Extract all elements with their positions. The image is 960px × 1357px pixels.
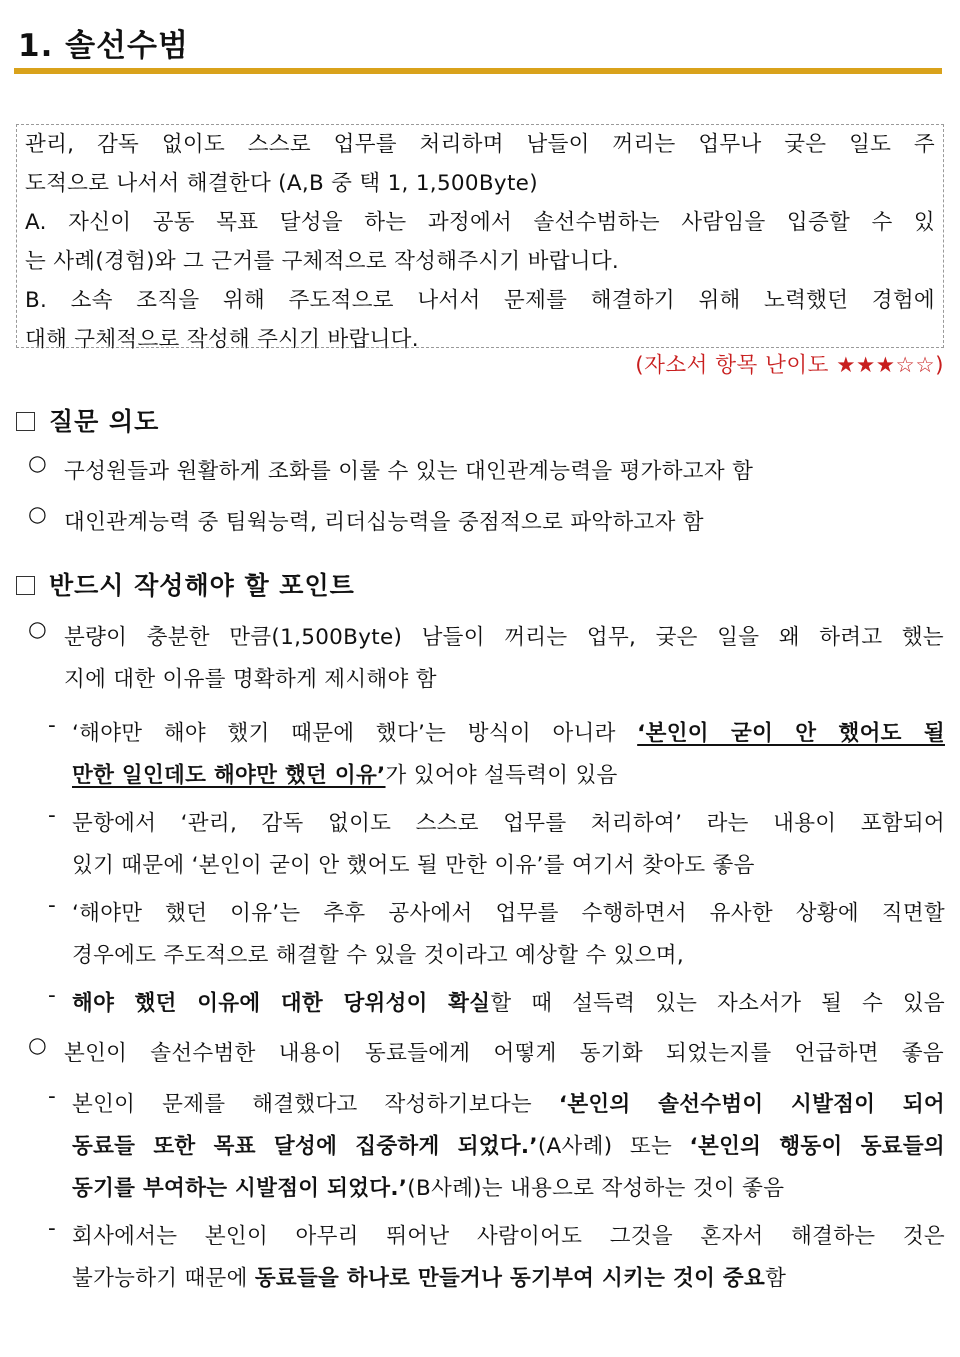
sub-item-line <box>72 1084 945 1126</box>
difficulty-rating: (자소서 항목 난이도 ★★★☆☆) <box>635 353 944 378</box>
question-line: B. 소속 조직을 위해 주도적으로 나서서 문제를 해결하기 위해 노력했던 경험에 <box>25 288 935 313</box>
list-item <box>28 617 944 701</box>
sub-item <box>48 983 945 1025</box>
section-heading-points <box>16 566 355 602</box>
sub-item <box>48 803 945 887</box>
question-line: A. 자신이 공동 목표 달성을 하는 과정에서 솔선수범하는 사람임을 입증할 수 있 <box>25 210 935 235</box>
circle-bullet-icon: ○ <box>28 617 48 642</box>
text-run: (A사례) 또는 <box>537 1134 690 1159</box>
sub-item-line <box>72 983 945 1025</box>
text-run: 함 <box>765 1266 787 1291</box>
emphasis-text: 동기를 부여하는 시발점이 되었다.’ <box>72 1176 408 1201</box>
emphasis-text: ‘본인의 행동이 동료들의 <box>689 1134 945 1159</box>
sub-item-line <box>72 1258 945 1300</box>
sub-item-line: 있기 때문에 ‘본인이 굳이 안 했어도 될 만한 이유’를 여기서 찾아도 좋음 <box>72 853 755 878</box>
sub-item-line <box>72 1126 945 1168</box>
item-text: 구성원들과 원활하게 조화를 이룰 수 있는 대인관계능력을 평가하고자 함 <box>64 459 754 484</box>
document-title: 1. 솔선수범 <box>18 28 189 64</box>
checkbox-square-icon <box>16 412 35 431</box>
dash-bullet-icon: - <box>48 1084 57 1109</box>
sub-item <box>48 1084 945 1210</box>
emphasis-text: 동료들을 하나로 만들거나 동기부여 시키는 것이 중요 <box>254 1266 766 1291</box>
question-box <box>16 124 944 352</box>
sub-item-line: ‘해야만 했던 이유’는 추후 공사에서 업무를 수행하면서 유사한 상황에 직면할 <box>72 901 945 926</box>
sub-item-line <box>72 1168 945 1210</box>
emphasis-text: 해야 했던 이유에 대한 당위성이 확실 <box>72 991 491 1016</box>
section-heading-text: 반드시 작성해야 할 포인트 <box>49 571 355 600</box>
dash-bullet-icon: - <box>48 803 57 828</box>
section-heading-intent <box>16 402 159 438</box>
text-run: 불가능하기 때문에 <box>72 1266 255 1291</box>
question-line: 대해 구체적으로 작성해 주시기 바랍니다. <box>25 327 419 352</box>
emphasis-text: 동료들 또한 목표 달성에 집중하게 되었다.’ <box>72 1134 538 1159</box>
dash-bullet-icon: - <box>48 893 57 918</box>
question-line: 도적으로 나서서 해결한다 (A,B 중 택 1, 1,500Byte) <box>25 171 538 196</box>
sub-item <box>48 713 945 797</box>
text-run: (B사례)는 내용으로 작성하는 것이 좋음 <box>407 1176 785 1201</box>
text-run: ‘해야만 해야 했기 때문에 했다’는 방식이 아니라 <box>72 721 638 746</box>
checkbox-square-icon <box>16 576 35 595</box>
sub-item-line <box>72 713 945 755</box>
emphasis-text: 만한 일인데도 해야만 했던 이유’ <box>72 763 386 788</box>
sub-item-line: 경우에도 주도적으로 해결할 수 있을 것이라고 예상할 수 있으며, <box>72 943 685 968</box>
question-line: 는 사례(경험)와 그 근거를 구체적으로 작성해주시기 바랍니다. <box>25 249 620 274</box>
sub-item-line: 회사에서는 본인이 아무리 뛰어난 사람이어도 그것을 혼자서 해결하는 것은 <box>72 1224 945 1249</box>
sub-item <box>48 1216 945 1300</box>
question-line: 관리, 감독 없이도 스스로 업무를 처리하며 남들이 꺼리는 업무나 궂은 일도 주 <box>25 132 935 157</box>
title-underline <box>14 68 942 74</box>
text-run: 할 때 설득력 있는 자소서가 될 수 있음 <box>490 991 945 1016</box>
text-run: 가 있어야 설득력이 있음 <box>385 763 618 788</box>
list-item <box>28 451 944 493</box>
sub-item-line: 문항에서 ‘관리, 감독 없이도 스스로 업무를 처리하여’ 라는 내용이 포함되어 <box>72 811 945 836</box>
circle-bullet-icon: ○ <box>28 1033 48 1058</box>
item-text: 지에 대한 이유를 명확하게 제시해야 함 <box>64 667 437 692</box>
sub-item <box>48 893 945 977</box>
item-text: 대인관계능력 중 팀웍능력, 리더십능력을 중점적으로 파악하고자 함 <box>64 510 704 535</box>
dash-bullet-icon: - <box>48 713 57 738</box>
emphasis-text: ‘본인의 솔선수범이 시발점이 되어 <box>558 1092 946 1117</box>
list-item <box>28 1033 944 1075</box>
item-text: 분량이 충분한 만큼(1,500Byte) 남들이 꺼리는 업무, 궂은 일을 왜 하려고 했는 <box>64 625 944 650</box>
dash-bullet-icon: - <box>48 1216 57 1241</box>
circle-bullet-icon: ○ <box>28 502 48 527</box>
sub-item-line <box>72 755 945 797</box>
list-item <box>28 502 944 544</box>
section-heading-text: 질문 의도 <box>49 407 160 436</box>
dash-bullet-icon: - <box>48 983 57 1008</box>
circle-bullet-icon: ○ <box>28 451 48 476</box>
item-text: 본인이 솔선수범한 내용이 동료들에게 어떻게 동기화 되었는지를 언급하면 좋음 <box>64 1041 944 1066</box>
text-run: 본인이 문제를 해결했다고 작성하기보다는 <box>72 1092 559 1117</box>
emphasis-text: ‘본인이 굳이 안 했어도 될 <box>637 721 945 746</box>
